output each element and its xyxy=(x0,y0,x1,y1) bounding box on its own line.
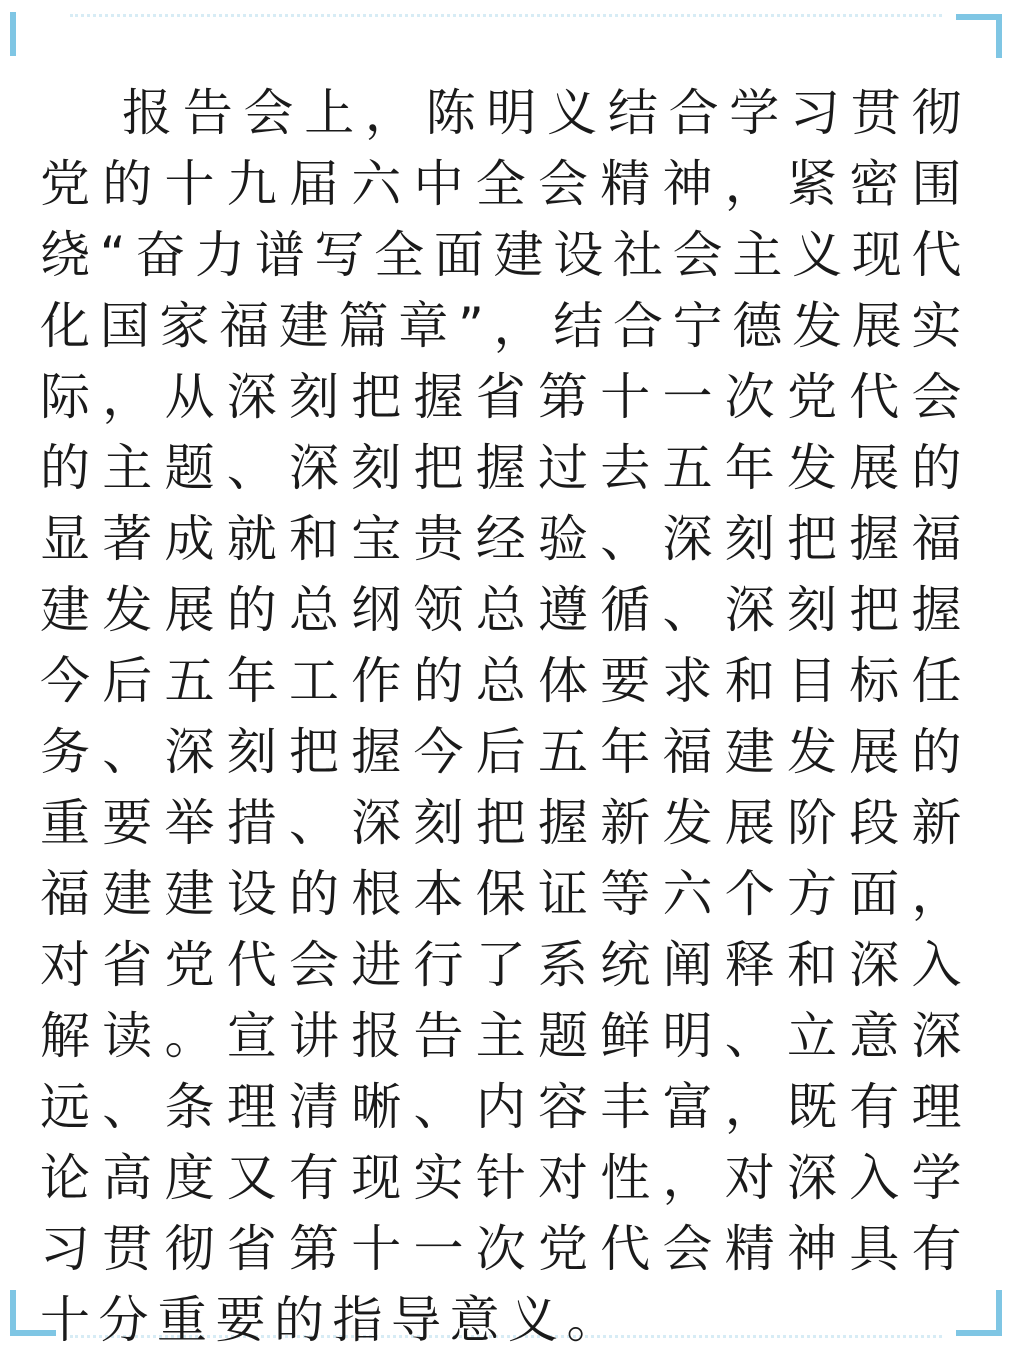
frame-corner-top-left xyxy=(10,12,16,56)
frame-dotted-top xyxy=(70,14,942,17)
frame-corner-top-right xyxy=(956,14,1002,58)
article-paragraph: 报告会上，陈明义结合学习贯彻党的十九届六中全会精神，紧密围绕“奋力谱写全面建设社会主义现代化国家福建篇章”，结合宁德发展实际，从深刻把握省第十一次党代会的主题、深刻把握过去五年发展的显著成就和宝贵经验、深刻把握福建发展的总纲领总遵循、深刻把握今后五年工作的总体要求和目标任务、深刻把握今后五年福建发展的重要举措、深刻把握新发展阶段新福建建设的根本保证等六个方面，对省党代会进行了系统阐释和深入解读。宣讲报告主题鲜明、立意深远、条理清晰、内容丰富，既有理论高度又有现实针对性，对深入学习贯彻省第十一次党代会精神具有十分重要的指导意义。 xyxy=(40,84,970,1349)
